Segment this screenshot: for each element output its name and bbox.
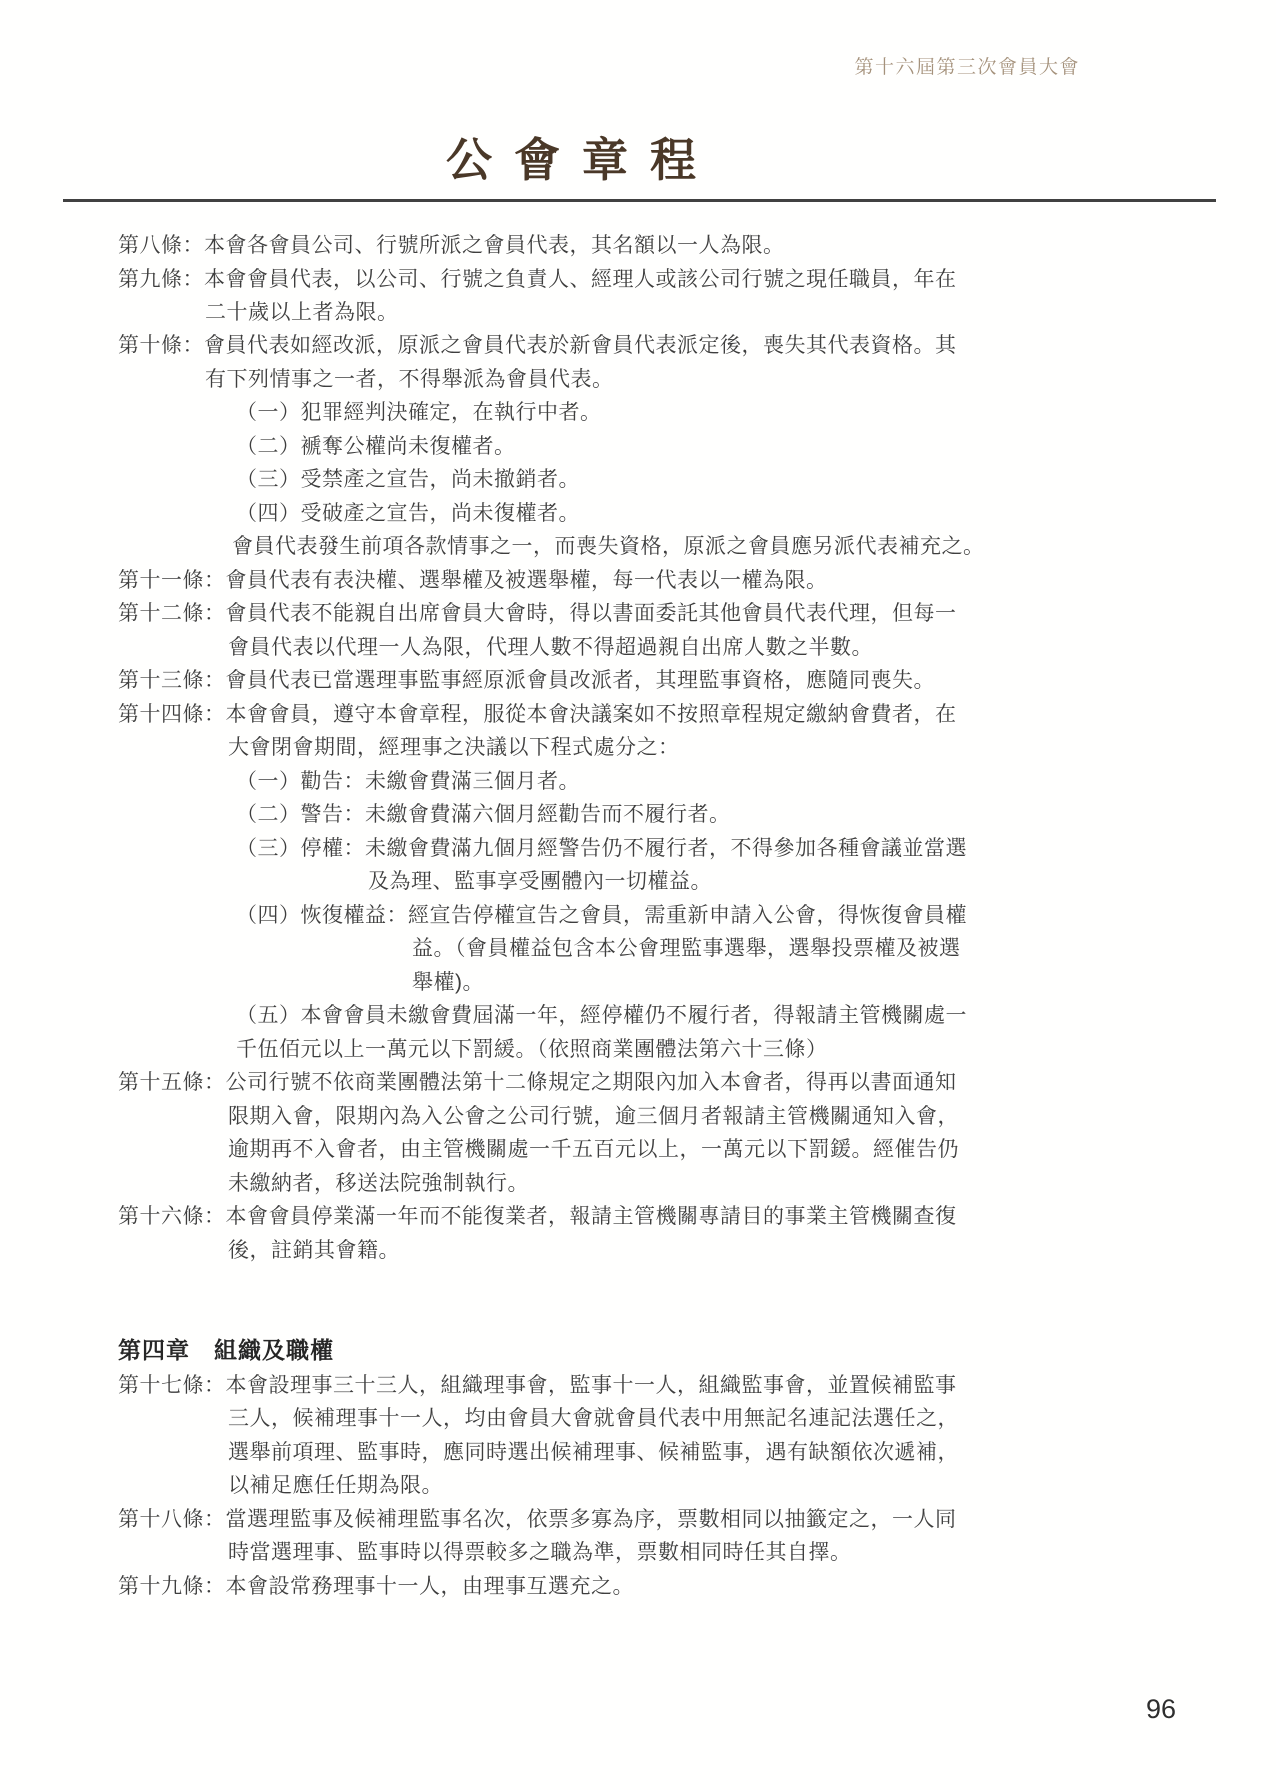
document-line: 第十七條：本會設理事三十三人，組織理事會，監事十一人，組織監事會，並置候補監事 <box>118 1374 957 1397</box>
document-line: 逾期再不入會者，由主管機關處一千五百元以上，一萬元以下罰鍰。經催告仍 <box>228 1138 959 1161</box>
document-line: 第十六條：本會會員停業滿一年而不能復業者，報請主管機關專請目的事業主管機關查復 <box>118 1205 957 1228</box>
document-line: （三）停權：未繳會費滿九個月經警告仍不履行者，不得參加各種會議並當選 <box>236 837 967 860</box>
document-line: 第八條：本會各會員公司、行號所派之會員代表，其名額以一人為限。 <box>118 234 785 257</box>
document-line: 第十一條：會員代表有表決權、選舉權及被選舉權，每一代表以一權為限。 <box>118 569 828 592</box>
document-line: 及為理、監事享受團體內一切權益。 <box>368 870 712 893</box>
document-line: 第十九條：本會設常務理事十一人，由理事互選充之。 <box>118 1575 634 1598</box>
document-line: （一）犯罪經判決確定，在執行中者。 <box>236 401 602 424</box>
page-title: 公會章程 <box>446 135 718 186</box>
document-line: 益。（會員權益包含本公會理監事選舉，選舉投票權及被選 <box>412 937 961 960</box>
document-line: 第十五條：公司行號不依商業團體法第十二條規定之期限內加入本會者，得再以書面通知 <box>118 1071 957 1094</box>
document-line: （三）受禁產之宣告，尚未撤銷者。 <box>236 468 580 491</box>
document-line: 三人，候補理事十一人，均由會員大會就會員代表中用無記名連記法選任之， <box>228 1407 959 1430</box>
document-line: 二十歲以上者為限。 <box>205 301 399 324</box>
document-line: 舉權)。 <box>412 971 484 994</box>
document-line: （二）警告：未繳會費滿六個月經勸告而不履行者。 <box>236 803 731 826</box>
document-line: （四）恢復權益：經宣告停權宣告之會員，需重新申請入公會，得恢復會員權 <box>236 904 967 927</box>
document-line: 選舉前項理、監事時，應同時選出候補理事、候補監事，遇有缺額依次遞補， <box>228 1441 959 1464</box>
chapter-heading: 第四章 組織及職權 <box>118 1338 334 1363</box>
document-line: 後，註銷其會籍。 <box>228 1239 400 1262</box>
document-line: 第十三條：會員代表已當選理事監事經原派會員改派者，其理監事資格，應隨同喪失。 <box>118 669 935 692</box>
document-line: 時當選理事、監事時以得票較多之職為準，票數相同時任其自擇。 <box>228 1541 852 1564</box>
title-divider <box>63 199 1216 202</box>
document-line: 限期入會，限期內為入公會之公司行號，逾三個月者報請主管機關通知入會， <box>228 1105 959 1128</box>
document-line: 千伍佰元以上一萬元以下罰緩。（依照商業團體法第六十三條） <box>236 1038 828 1061</box>
running-header: 第十六屆第三次會員大會 <box>854 57 1080 78</box>
document-line: 第十八條：當選理監事及候補理監事名次，依票多寡為序，票數相同以抽籤定之，一人同 <box>118 1508 957 1531</box>
document-line: 第十二條：會員代表不能親自出席會員大會時，得以書面委託其他會員代表代理，但每一 <box>118 602 957 625</box>
document-line: 有下列情事之一者，不得舉派為會員代表。 <box>205 368 614 391</box>
page-number: 96 <box>1146 1694 1177 1724</box>
document-line: 大會閉會期間，經理事之決議以下程式處分之： <box>228 736 680 759</box>
document-line: （一）勸告：未繳會費滿三個月者。 <box>236 770 580 793</box>
document-line: （二）褫奪公權尚未復權者。 <box>236 435 516 458</box>
document-line: 以補足應任任期為限。 <box>228 1474 443 1497</box>
document-line: 未繳納者，移送法院強制執行。 <box>228 1172 529 1195</box>
document-line: 會員代表以代理一人為限，代理人數不得超過親自出席人數之半數。 <box>228 636 873 659</box>
document-line: 第十四條：本會會員，遵守本會章程，服從本會決議案如不按照章程規定繳納會費者，在 <box>118 703 957 726</box>
document-line: 第十條：會員代表如經改派，原派之會員代表於新會員代表派定後，喪失其代表資格。其 <box>118 334 957 357</box>
document-line: （五）本會會員未繳會費屆滿一年，經停權仍不履行者，得報請主管機關處一 <box>236 1004 967 1027</box>
document-line: 會員代表發生前項各款情事之一，而喪失資格，原派之會員應另派代表補充之。 <box>232 535 985 558</box>
document-line: （四）受破產之宣告，尚未復權者。 <box>236 502 580 525</box>
document-line: 第九條：本會會員代表，以公司、行號之負責人、經理人或該公司行號之現任職員，年在 <box>118 268 957 291</box>
